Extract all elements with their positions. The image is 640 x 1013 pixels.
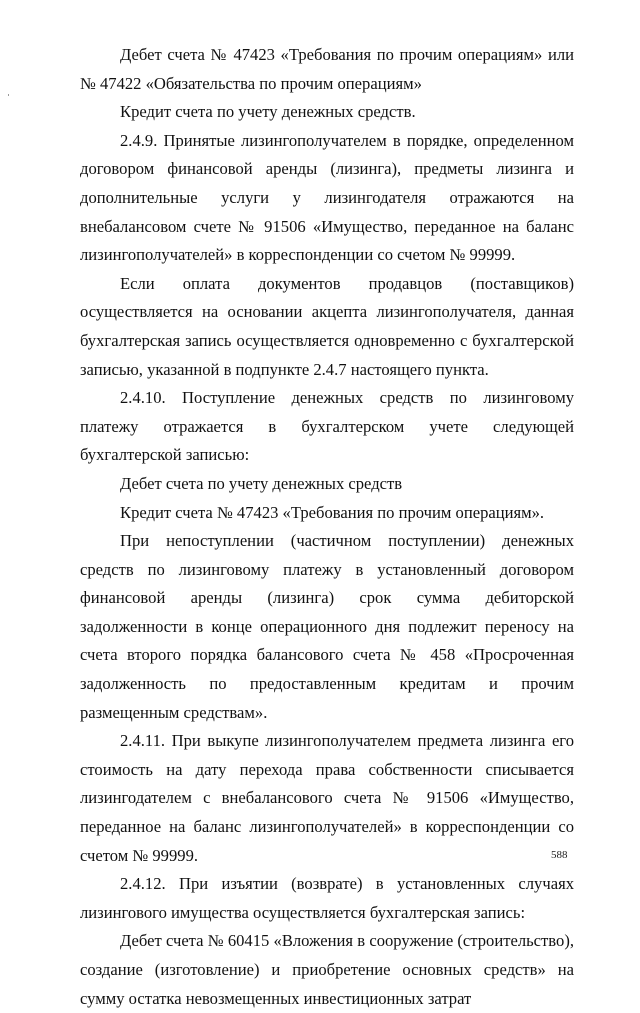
paragraph-debit-47423: Дебет счета № 47423 «Требования по прочим операциям» или № 47422 «Обязательства по прочим операциям» (80, 45, 574, 93)
document-body (80, 41, 574, 1013)
paragraph-credit-cash: Кредит счета по учету денежных средств. (120, 102, 416, 122)
paragraph-credit-47423: Кредит счета № 47423 «Требования по прочим операциям». (120, 502, 545, 522)
page-number: 588 (551, 849, 568, 861)
paragraph-debit-cash: Дебет счета по учету денежных средств (120, 473, 403, 493)
paragraph-2-4-9: 2.4.9. Принятые лизингополучателем в порядке, определенном договором финансовой аренды (лизинга), предметы лизинга и дополнительные услуги у лизингодателя отражаются на внебалансовом счете № 91506 «Имущество, переданное на баланс лизингополучателей» в корреспонденции со счетом № 99999. (80, 130, 574, 265)
paragraph-debit-60415: Дебет счета № 60415 «Вложения в сооружение (строительство), создание (изготовление) и приобретение основных средств» на сумму остатка невозмещенных инвестиционных затрат (80, 931, 574, 1008)
paragraph-2-4-10: 2.4.10. Поступление денежных средств по лизинговому платежу отражается в бухгалтерском учете следующей бухгалтерской записью: (80, 388, 574, 465)
scan-artifact (8, 94, 9, 96)
paragraph-2-4-11: 2.4.11. При выкупе лизингополучателем предмета лизинга его стоимость на дату перехода права собственности списывается лизингодателем с внебалансового счета № 91506 «Имущество, переданное на баланс лизингополучателей» в корреспонденции со счетом № 99999. (80, 731, 574, 865)
paragraph-seller-payment: Если оплата документов продавцов (поставщиков) осуществляется на основании акцепта лизингополучателя, данная бухгалтерская запись осуществляется одновременно с бухгалтерской записью, указанной в подпункте 2.4.7 настоящего пункта. (80, 273, 574, 379)
paragraph-2-4-12: 2.4.12. При изъятии (возврате) в установленных случаях лизингового имущества осуществляется бухгалтерская запись: (80, 874, 574, 922)
paragraph-non-receipt: При непоступлении (частичном поступлении) денежных средств по лизинговому платежу в установленный договором финансовой аренды (лизинга) срок сумма дебиторской задолженности в конце операционного дня подлежит переносу на счета второго порядка балансового счета № 458 «Просроченная задолженность по предоставленным кредитам и прочим размещенным средствам». (80, 531, 574, 722)
